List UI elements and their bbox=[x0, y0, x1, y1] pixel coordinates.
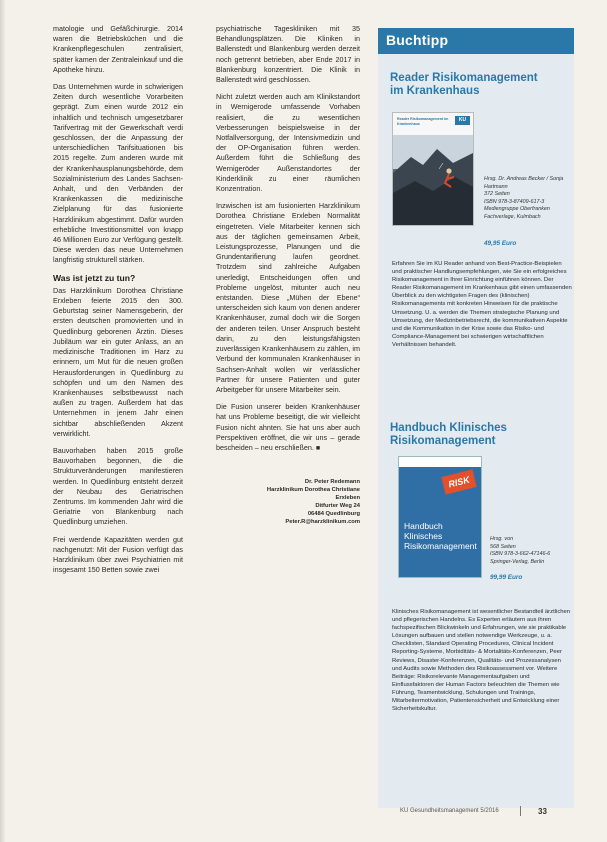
book-1-description: Erfahren Sie im KU Reader anhand von Best-Practice-Beispielen und praktischer Handlungsempfehlungen, wie Sie ein erfolgreiches Risikomanagement in Ihrer Einrichtung einführen können. Der Reader Risikomanagement im Krankenhaus gibt einen umfassenden Überblick zu den wichtigsten Fragen des (klinischen) Risikomanagements mit konkreten Hinweisen für die praktische Umsetzung. U. a. werden die Themen strategische Planung und Umsetzung, der Medizinbetriebsrecht, die kommunikativen Aspekte und die Kommunikation in der Krise sowie das Risiko- und Compliance-Management bei schwierigen wirtschaftlichen Verhältnissen behandelt. bbox=[392, 261, 572, 348]
book-2-title-line-2: Risikomanagement bbox=[390, 435, 496, 447]
book-1-publisher: Mediengruppe Oberfranken bbox=[484, 206, 550, 213]
page-number: 33 bbox=[538, 807, 547, 816]
book-1-cover-logo: KU bbox=[455, 116, 470, 125]
book-1-editors: Hrsg. Dr. Andreas Becker / Sonja Hartmann bbox=[484, 176, 564, 190]
author-signature bbox=[216, 478, 360, 526]
article-paragraph: Inzwischen ist am fusionierten Harzklinikum Dorothea Christiane Erxleben Normalität eingetreten. Viele Mitarbeiter kennen sich aus der täglichen gemeinsamen Arbeit, Leistungsprozesse, Planungen und die Grundentarifierung laufen geordnet. Trotzdem sind zahlreiche Aufgaben unerledigt, Entscheidungen offen und Probleme ungelöst, mitunter auch neu entstanden. Diese „Mühen der Ebene“ unterscheiden sich kaum von denen anderer Krankenhäuser, zumal doch wir die Sorgen der anderen teilen. Unser Anspruch besteht darin, zu den leistungsfähigsten zuverlässigen Krankenhäusern zu zählen, im Verbund der kommunalen Krankenhäuser in Sachsen-Anhalt wollen wir verlässlicher Partner für unsere Patienten und guter Arbeitgeber für unsere Mitarbeiter sein. bbox=[216, 201, 360, 394]
author-name: Dr. Peter Redemann bbox=[304, 479, 360, 486]
article-paragraph: Das Unternehmen wurde in schwierigen Zeiten durch wesentliche Vorarbeiten geprägt. Zum einen wurde 2012 ein inhaltlich und technisch umgesetzbarer Tarifvertrag mit der Gewerkschaft verdi geschlossen, der die Anpassung der unterschiedlichen Tarifsituationen bis 2015 regelte. Zum anderen wurde mit der Krankenhausplanungsbehörde, dem Sozialministerium des Landes Sachsen-Anhalt, und den Verbänden der Krankenkassen die medizinische Zielplanung für das fusionierte Harzklinikum abgestimmt. Dafür wurden erhebliche Investitionsmittel von knapp 46 Millionen Euro zur Verfügung gestellt. Diese werden das neue Unternehmen langfristig strukturell stärken. bbox=[53, 82, 183, 265]
book-1-publisher-2: Fachverlage, Kulmbach bbox=[484, 213, 541, 220]
book-2-publisher: Springer-Verlag, Berlin bbox=[490, 558, 545, 565]
book-1-title bbox=[390, 72, 538, 98]
article-paragraph: Bauvorhaben haben 2015 große Bauvorhaben begonnen, die die Strukturveränderungen manifestieren werden. In Quedlinburg entsteht derzeit der Neubau des Geriatrischen Zentrums. Im kommenden Jahr wird die Geriatrie von Blankenburg nach Quedlinburg umziehen. bbox=[53, 445, 183, 527]
book-2-cover-risk-badge: RISK bbox=[441, 469, 476, 494]
author-org: Harzklinikum Dorothea Christiane bbox=[266, 487, 360, 494]
author-email: Peter.R@harzklinikum.com bbox=[285, 519, 360, 526]
book-2-title bbox=[390, 422, 507, 448]
book-1-pages: 372 Seiten bbox=[484, 191, 510, 198]
author-city: 06484 Quedlinburg bbox=[307, 511, 360, 518]
page-footer bbox=[400, 808, 590, 814]
article-paragraph: Nicht zuletzt werden auch am Klinikstandort in Wernigerode umfassende Vorhaben realisiert, die zu wesentlichen Verbesserungen beispielsweise in der Notfallversorgung, der Intensivmedizin und der OP-Organisation führen werden. Außerdem führt die Schließung des Wernigeröder Außenstandortes der Kinderklinik zu einer räumlichen Konzentration. bbox=[216, 92, 360, 194]
article-closing-text: Die Fusion unserer beiden Krankenhäuser hat uns Probleme beseitigt, die wir vielleicht Fusion nicht ahnten. Sie hat uns aber auch Perspektiven eröffnet, die wir uns – gerade bescheiden – neu erschließen. bbox=[216, 402, 360, 452]
book-1-cover-title: Reader Risikomanagement im Krankenhaus bbox=[397, 117, 449, 126]
footer-separator bbox=[520, 806, 521, 816]
article-paragraph: psychiatrische Tageskliniken mit 35 Behandlungsplätzen. Die Kliniken in Ballenstedt und Blankenburg werden derzeit noch getrennt betrieben, aber Ende 2017 in Blankenburg konzentriert. Die Klinik in Ballenstedt wird geschlossen. bbox=[216, 24, 360, 85]
book-1-meta bbox=[484, 176, 572, 222]
author-org-2: Erxleben bbox=[335, 495, 360, 502]
book-tip-sidebar bbox=[378, 28, 574, 808]
article-paragraph: Das Harzklinikum Dorothea Christiane Erxleben feierte 2015 den 300. Geburtstag seiner Namensgeberin, der ersten deutschen promovierten und in Quedlinburg geborenen Ärztin. Dieses Jubiläum war ein guter Anlass, an an medizinische Traditionen im Harz zu erinnern, um Mut für die neuen großen Herausforderungen in Quedlinburg zu schöpfen und um den Namen des Krankenhauses selbstbewusst nach außen zu tragen. Außerdem hat das Unternehmen in jenem Jahr einen sichtbar abschließenden Akzent verwirklicht. bbox=[53, 285, 183, 438]
page-gutter-shadow bbox=[0, 0, 6, 842]
book-2-meta bbox=[490, 536, 572, 566]
book-2-editors: Hrsg. von bbox=[490, 536, 514, 542]
book-1-cover bbox=[392, 112, 474, 226]
journal-issue: KU Gesundheitsmanagement 5/2016 bbox=[400, 808, 499, 814]
book-2-pages: 568 Seiten bbox=[490, 543, 516, 550]
book-1-cover-climber-image bbox=[393, 135, 473, 225]
article-paragraph: matologie und Gefäßchirurgie. 2014 waren die Betriebsküchen und die Krankenpflegeschulen zentralisiert, später kamen der Zentraleinkauf und die Apotheke hinzu. bbox=[53, 24, 183, 74]
book-2-isbn: ISBN 978-3-662-47146-6 bbox=[490, 551, 551, 558]
article-paragraph bbox=[216, 402, 360, 454]
book-2-title-line-1: Handbuch Klinisches bbox=[390, 422, 507, 434]
book-1-title-line-2: im Krankenhaus bbox=[390, 85, 480, 97]
article-paragraph: Frei werdende Kapazitäten werden gut nachgenutzt: Mit der Fusion verfügt das Harzklinikum über zwei Psychiatrien mit insgesamt 150 Betten sowie zwei bbox=[53, 534, 183, 575]
book-2-cover bbox=[398, 456, 482, 578]
end-mark: ■ bbox=[315, 444, 321, 452]
article-column-2 bbox=[216, 24, 360, 526]
book-1-price: 49,95 Euro bbox=[484, 240, 517, 247]
book-2-price: 99,99 Euro bbox=[490, 574, 523, 581]
book-2-cover-topstrip bbox=[399, 457, 481, 467]
book-1-isbn: ISBN 978-3-87409-617-3 bbox=[484, 198, 545, 205]
article-column-1 bbox=[53, 24, 183, 582]
book-tip-title: Buchtipp bbox=[386, 32, 449, 48]
book-2-cover-title: Handbuch Klinisches Risikomanagement bbox=[404, 521, 477, 551]
author-street: Ditfurter Weg 24 bbox=[315, 503, 360, 510]
book-1-title-line-1: Reader Risikomanagement bbox=[390, 72, 538, 84]
article-subheading: Was ist jetzt zu tun? bbox=[53, 272, 136, 283]
book-tip-header bbox=[378, 28, 574, 54]
book-2-description: Klinisches Risikomanagement ist wesentlicher Bestandteil ärztlichen und pflegerischen Handelns. Es Experten erläutern aus ihren fachspezifischen Blickwinkeln und Erfahrungen, wie sie praktikable Lösungen aufbauen und stellen notwendige Werkzeuge, u. a. Checklisten, Standard Operating Procedures, Clinical Incident Reporting-Systeme, Morbiditäts- & Mortalitäts-Konferenzen, Peer Reviews, Disaster-Konferenzen, Qualitäts- und Prozessanalysen und Audits sowie Methoden des Risikoassessment vor. Weitere Beiträge: Risikorelevante Managementaufgaben und Einflussfaktoren der Human Factors beleuchten die Themen wie Führung, Teamentwicklung, Schulungen und Trainings, Mitarbeitermotivation, Patientensicherheit und Entwicklung einer Sicherheitskultur. bbox=[392, 609, 571, 713]
